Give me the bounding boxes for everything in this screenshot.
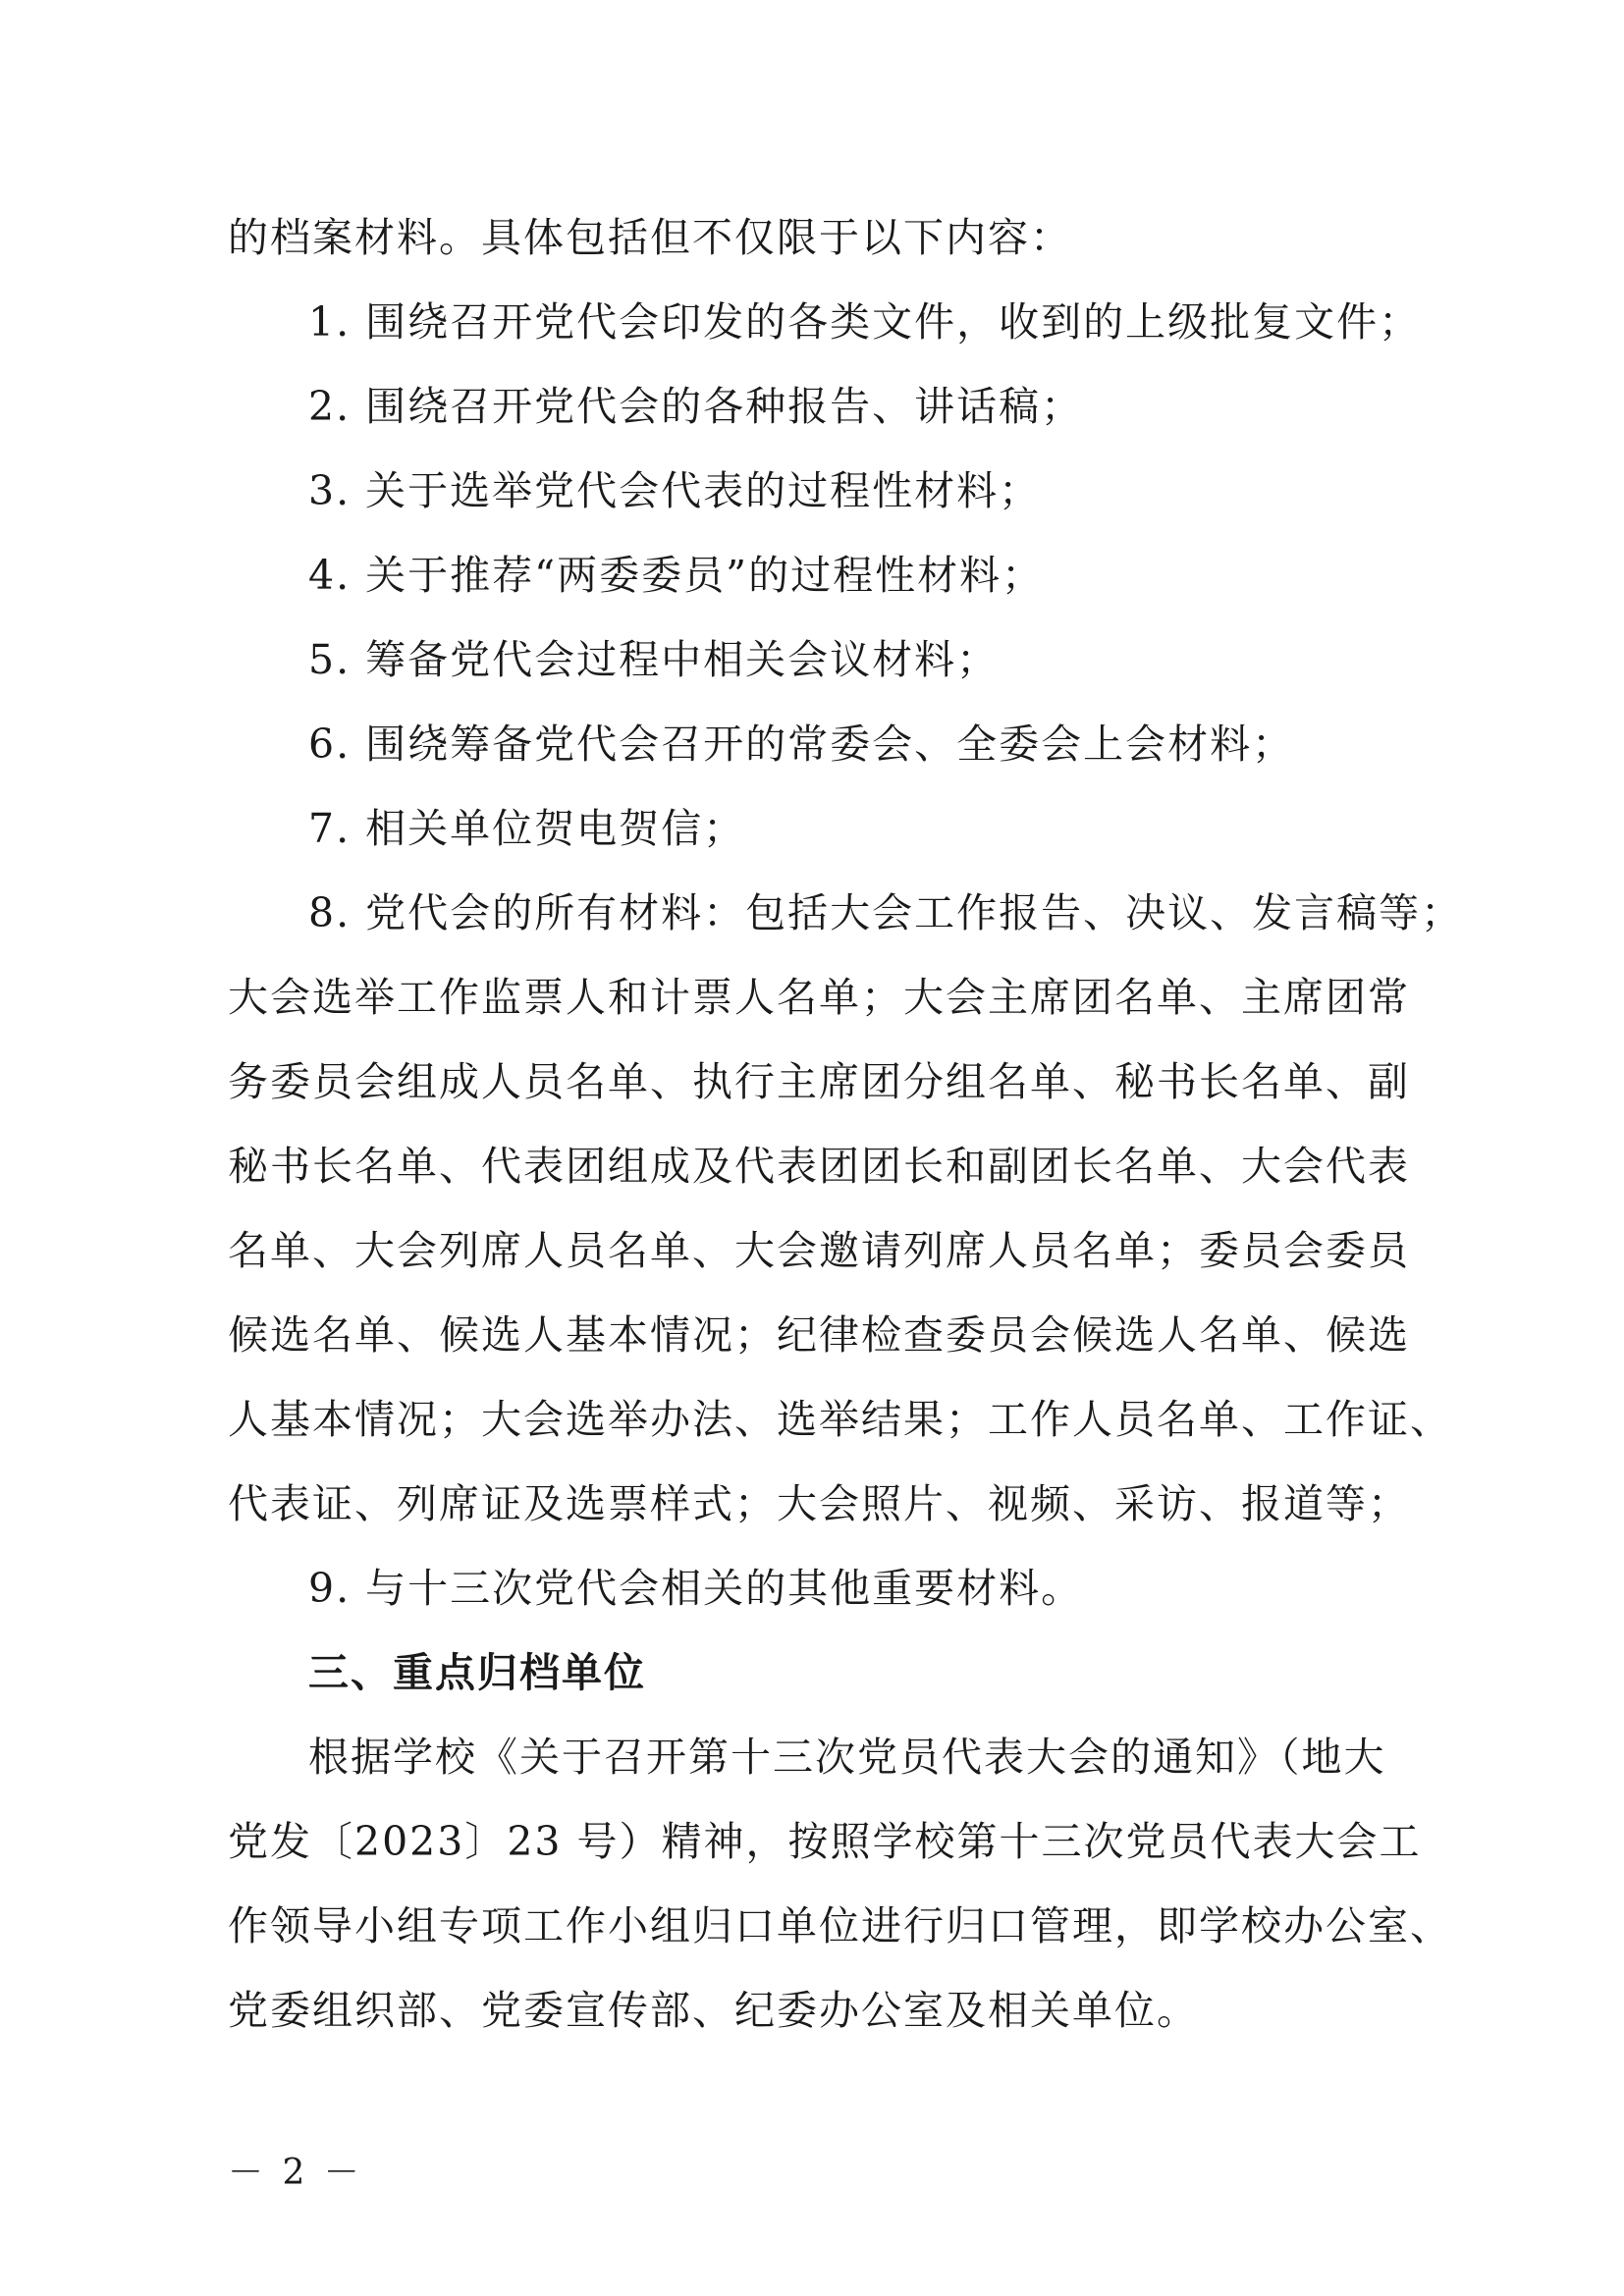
list-item-3: 3. 关于选举党代会代表的过程性材料； <box>308 467 1042 514</box>
list-item-8-continuation: 代表证、列席证及选票样式；大会照片、视频、采访、报道等； <box>228 1480 1410 1527</box>
list-item-9: 9. 与十三次党代会相关的其他重要材料。 <box>308 1565 1084 1612</box>
paragraph-line: 作领导小组专项工作小组归口单位进行归口管理，即学校办公室、 <box>228 1902 1452 1949</box>
list-item-8-continuation: 秘书长名单、代表团组成及代表团团长和副团长名单、大会代表 <box>228 1143 1410 1190</box>
list-item-5: 5. 筹备党代会过程中相关会议材料； <box>308 636 1000 683</box>
list-item-7: 7. 相关单位贺电贺信； <box>308 805 746 852</box>
list-item-8: 8. 党代会的所有材料：包括大会工作报告、决议、发言稿等； <box>308 889 1464 936</box>
list-item-2: 2. 围绕召开党代会的各种报告、讲话稿； <box>308 383 1084 430</box>
paragraph-line: 党发〔2023〕23 号）精神，按照学校第十三次党员代表大会工 <box>228 1818 1422 1865</box>
paragraph-line: 根据学校《关于召开第十三次党员代表大会的通知》（地大 <box>308 1734 1386 1781</box>
section-heading: 三、重点归档单位 <box>308 1649 646 1696</box>
list-item-4: 4. 关于推荐“两委委员”的过程性材料； <box>308 552 1045 599</box>
list-item-8-continuation: 务委员会组成人员名单、执行主席团分组名单、秘书长名单、副 <box>228 1058 1410 1105</box>
list-item-1: 1. 围绕召开党代会印发的各类文件，收到的上级批复文件； <box>308 298 1422 346</box>
list-item-8-continuation: 名单、大会列席人员名单、大会邀请列席人员名单；委员会委员 <box>228 1227 1410 1274</box>
paragraph-line: 党委组织部、党委宣传部、纪委办公室及相关单位。 <box>228 1987 1199 2034</box>
list-item-8-continuation: 人基本情况；大会选举办法、选举结果；工作人员名单、工作证、 <box>228 1396 1452 1443</box>
page-number: － 2 － <box>228 2153 363 2193</box>
list-item-8-continuation: 大会选举工作监票人和计票人名单；大会主席团名单、主席团常 <box>228 974 1410 1021</box>
list-item-6: 6. 围绕筹备党代会召开的常委会、全委会上会材料； <box>308 721 1295 768</box>
paragraph-line: 的档案材料。具体包括但不仅限于以下内容： <box>228 214 1072 261</box>
list-item-8-continuation: 候选名单、候选人基本情况；纪律检查委员会候选人名单、候选 <box>228 1311 1410 1359</box>
